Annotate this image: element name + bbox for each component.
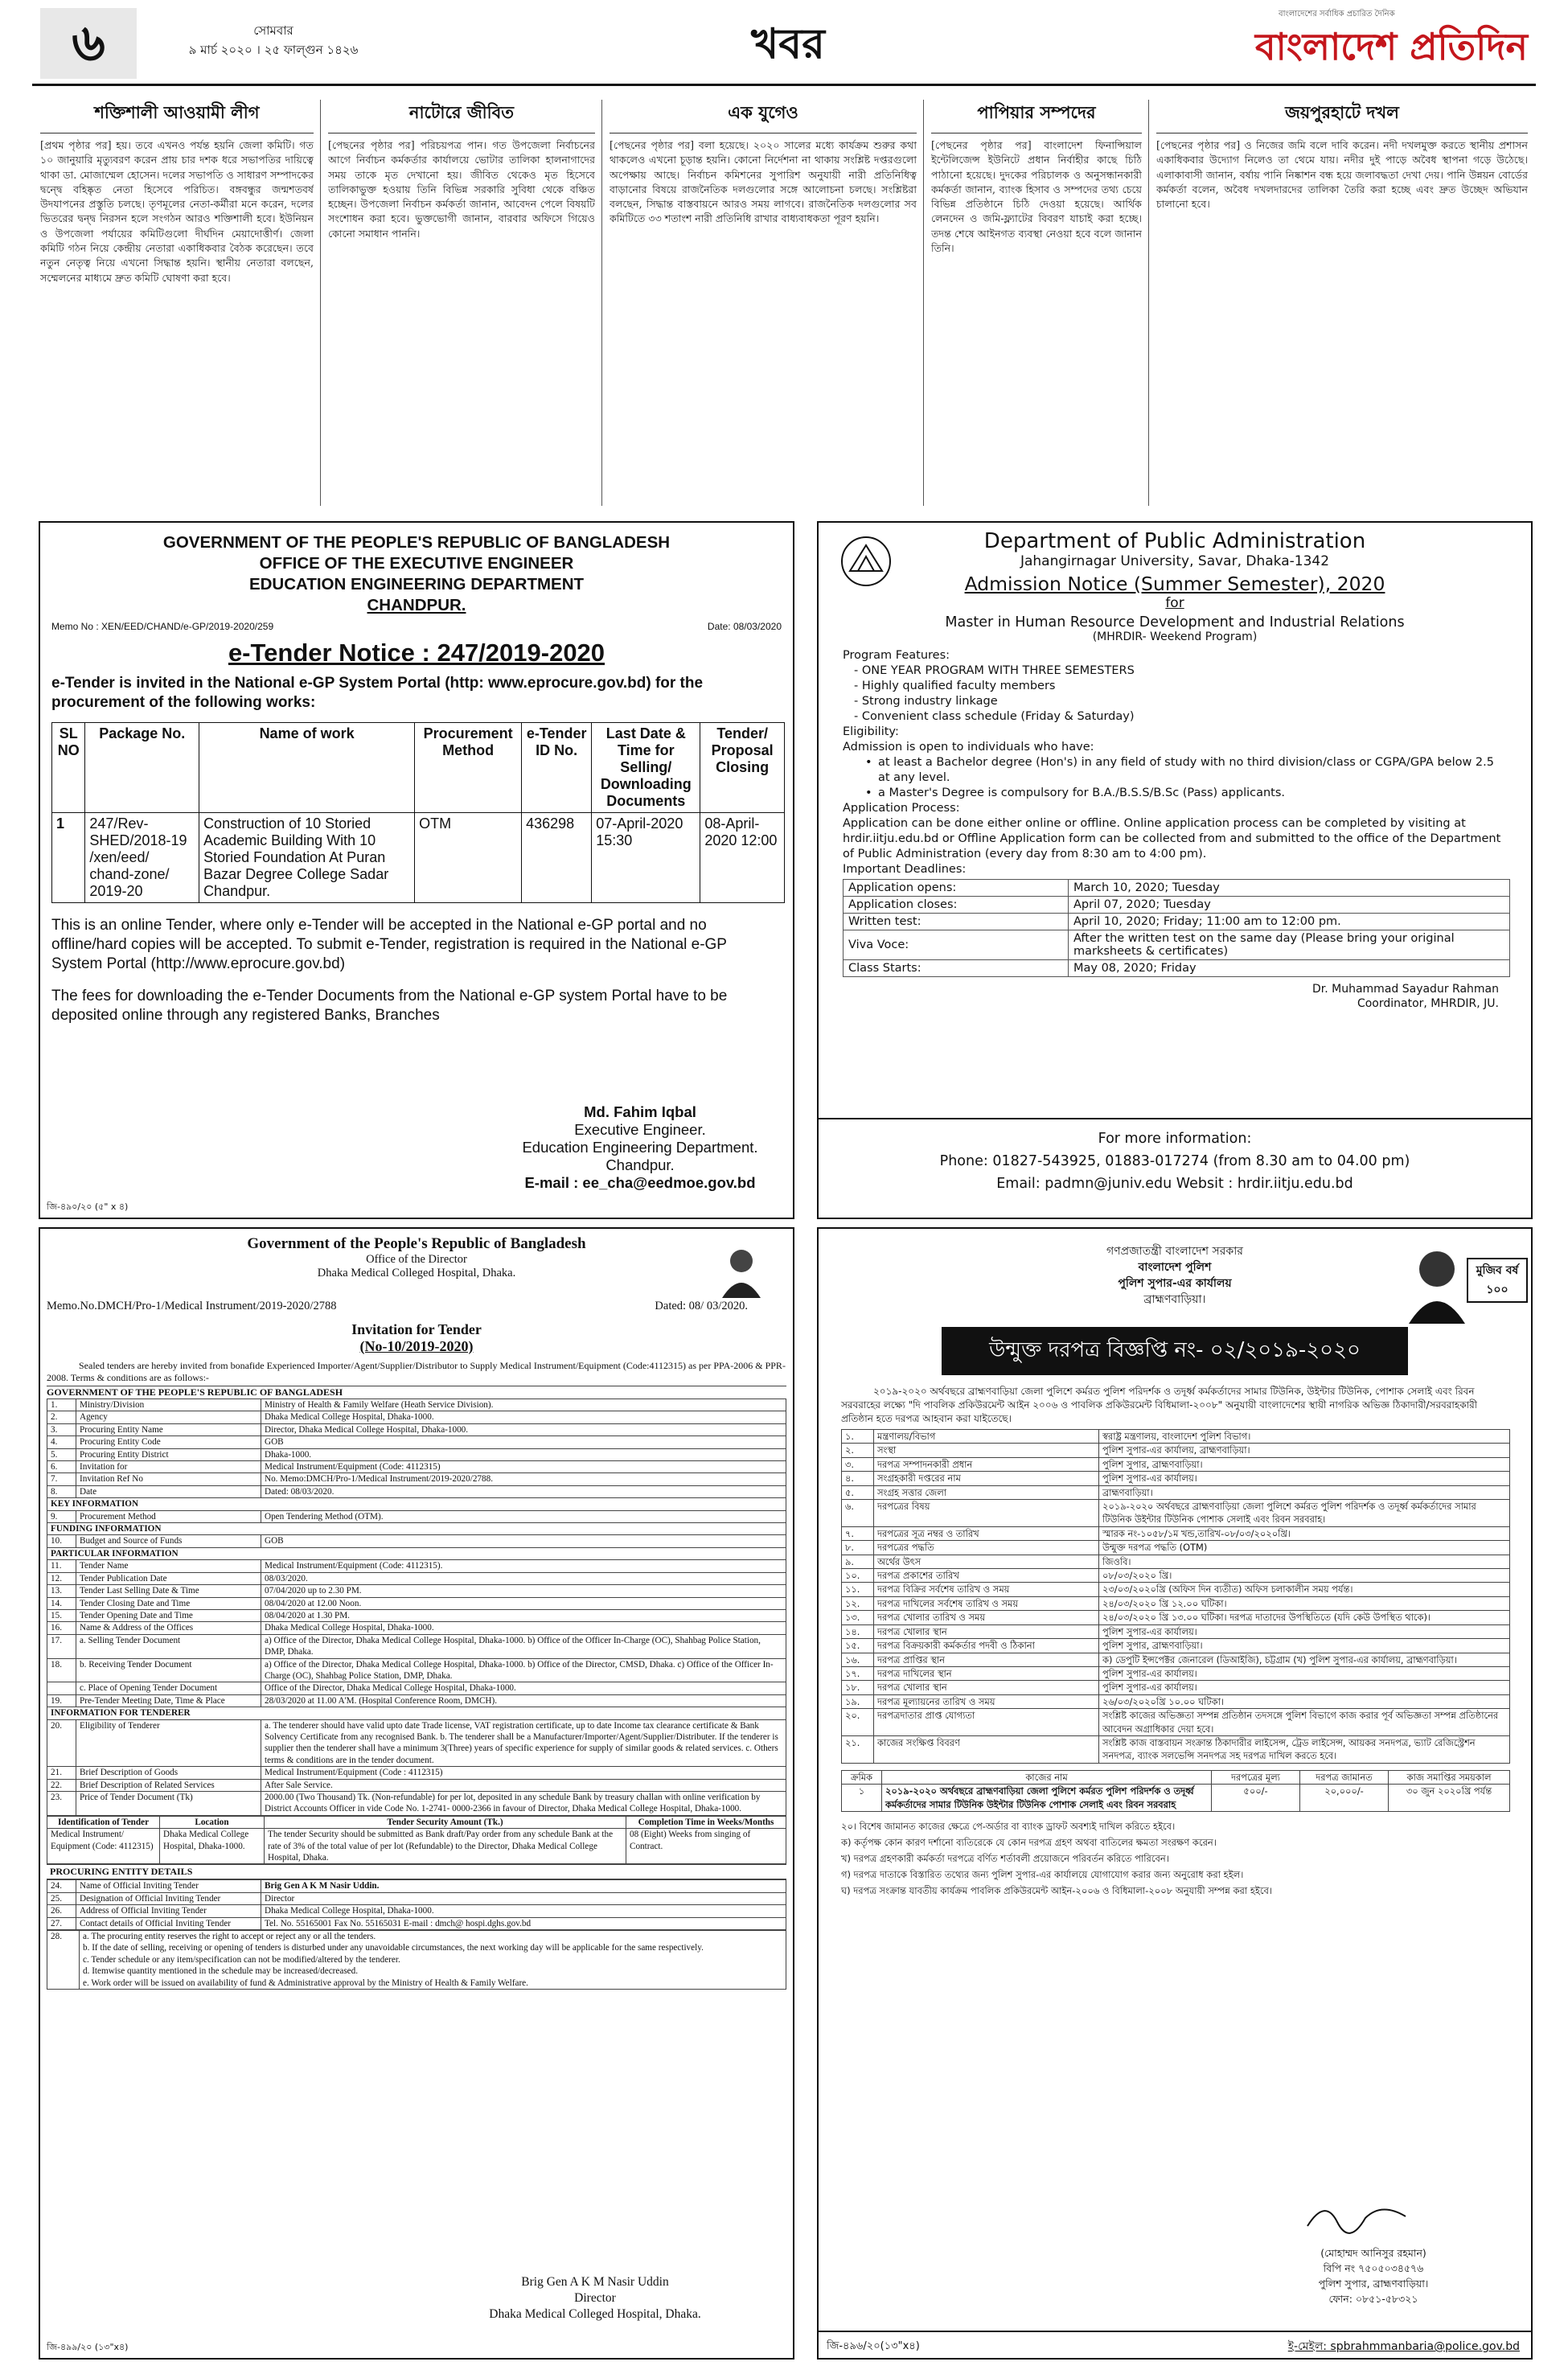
list-item: e. Work order will be issued on availability of fund & Administrative approval by the Ministry of Health & Family Welfare. (83, 1978, 528, 1988)
col-id: e-Tender ID No. (522, 723, 592, 813)
table-row: ২. সংস্থা পুলিশ সুপার-এর কার্যালয়, ব্রাহ্মণবাড়িয়া। (842, 1444, 1510, 1457)
table-row: ১ ২০১৯-২০২০ অর্থবছরে ব্রাহ্মণবাড়িয়া জেলা পুলিশে কর্মরত পুলিশ পরিদর্শক ও তদূর্ধ্ব কর্মকর্তাদের সামার টিউনিক উইন্টার টিউনিক পোশাক সেলাই এবং রিবন সরবরাহ ৫০০/- ২০,০০০/- ৩০ জুন ২০২০খ্রি পর্যন্ত (842, 1785, 1510, 1812)
table-row: ৪. সংগ্রহকারী দপ্তরের নাম পুলিশ সুপার-এর কার্যালয়। (842, 1472, 1510, 1485)
list-item: ২০। বিশেষ জামানত কাজের ক্ষেত্রে পে-অর্ডার বা ব্যাংক ড্রাফট অবশ্যই দাখিল করিতে হইবে। (841, 1820, 1176, 1832)
table-row: ১৬. দরপত্র প্রাপ্তির স্থান ক) ডেপুটি ইন্সপেক্টর জেনারেল (ডিআইজি), চট্টগ্রাম (খ) পুলিশ সুপার-এর কার্যালয়, ব্রাহ্মণবাড়িয়া। (842, 1653, 1510, 1666)
elig-title: Eligibility: (843, 725, 899, 738)
date: ৯ মার্চ ২০২০ । ২৫ ফাল্গুন ১৪২৬ (188, 43, 359, 57)
office-title: পুলিশ সুপার-এর কার্যালয় (1118, 1277, 1232, 1290)
table-row: ১২. দরপত্র দাখিলের সর্বশেষ তারিখ ও সময় ২৪/০৩/২০২০ খ্রি ১২.০০ ঘটিকা। (842, 1596, 1510, 1610)
memo-date: Date: 08/03/2020 (707, 621, 782, 632)
divider (320, 100, 321, 506)
table-row: 1 247/Rev-SHED/2018-19 /xen/eed/ chand-zone/ 2019-20 Construction of 10 Storied Academic Building With 10 Storied Foundation At Puran Bazar Degree College Sadar Chandpur. OTM 436298 07-April-2020 15:30 08-April-2020 12:00 (52, 813, 785, 903)
memo-no: Memo.No.DMCH/Pro-1/Medical Instrument/2019-2020/2788 (47, 1300, 337, 1312)
article-2 (328, 100, 595, 510)
list-item: - Highly qualified faculty members (854, 680, 1056, 692)
table-row: Medical Instrument/ Equipment (Code: 4112315) Dhaka Medical College Hospital, Dhaka-1000. The tender Security should be submitted as Bank draft/Pay order from any schedule Bank at the rate of 3% of the total value of per lot (Refundable) to the Director, Dhaka Medical College Hospital, Dhaka. 08 (Eight) Weeks from singing of Contract. (47, 1829, 786, 1864)
article-body: [পেছনের পৃষ্ঠার পর] পরিচয়পত্র পান। গত উপজেলা নির্বাচনের আগে নির্বাচন কর্মকর্তার কার্যালয়ে ভোটার তালিকা হালনাগাদের সময় তাকে মৃত দেখানো হয়। জীবিত থেকেও মৃত হিসেবে তালিকাভুক্ত হওয়ায় তিনি বিভিন্ন সরকারি সুবিধা থেকে বঞ্চিত হচ্ছেন। উপজেলা নির্বাচন কর্মকর্তা জানান, আবেদন পেলে বিষয়টি সংশোধন করা হবে। ভুক্তভোগী জানান, বারবার অফিসে গিয়েও কোনো সমাধান পাননি। (328, 139, 595, 240)
table-row: 17. a. Selling Tender Document a) Office of the Director, Dhaka Medical College Hospital, Dhaka-1000. b) Office of the Officer In-Charge (OC), Shahbag Police Station, DMP, Dhaka. (47, 1634, 786, 1658)
contact-email: ই-মেইল: spbrahmmanbaria@police.gov.bd (1287, 2340, 1520, 2353)
newspaper-logo (1206, 8, 1528, 72)
univ-name: Jahangirnagar University, Savar, Dhaka-1342 (1020, 553, 1330, 569)
table-row: ১৮. দরপত্র খোলার স্থান পুলিশ সুপার-এর কার্যালয়। (842, 1681, 1510, 1694)
admission-notice (817, 521, 1533, 1219)
article-3 (610, 100, 917, 510)
article-5 (1156, 100, 1528, 510)
col-last-date: Last Date & Time for Selling/ Downloading Documents (592, 723, 700, 813)
date-block (153, 21, 394, 60)
table-row: 10. Budget and Source of Funds GOB (47, 1535, 786, 1547)
notes-list (819, 1812, 1531, 1899)
sig-title: Executive Engineer. (574, 1121, 706, 1138)
info-title: For more information: (1098, 1131, 1252, 1147)
table-row: Written test: April 10, 2020; Friday; 11:00 am to 12:00 pm. (844, 914, 1510, 930)
info-phone: Phone: 01827-543925, 01883-017274 (from 8.30 am to 04.00 pm) (939, 1153, 1410, 1169)
list-item: b. If the date of selling, receiving or opening of tenders is disturbed under any unavoidable circumstances, the next working day will be applicable for the same respectively. (83, 1943, 704, 1953)
list-item: গ) দরপত্র দাতাকে বিস্তারিত তথ্যের জন্য পুলিশ সুপার-এর কার্যালয়ে যোগাযোগ করার জন্য অনুরোধ করা হইল। (841, 1868, 1244, 1880)
table-row: 26. Address of Official Inviting Tender Dhaka Medical College Hospital, Dhaka-1000. (47, 1905, 786, 1917)
table-row: 28. a. The procuring entity reserves the right to accept or reject any or all the tenders. b. If the date of selling, receiving or opening of tenders is disturbed under any unavoidable circumstances, the next working day will be applicable for the same respectively. c. Tender schedule or any item/specification can not be modified/altered by the tenderer. d. Itemwise quantity mentioned in the schedule may be increased/decreased. e. Work order will be issued on availability of fund & Administrative approval by the Ministry of Health & Family Welfare. (47, 1931, 786, 1990)
notice-intro: e-Tender is invited in the National e-GP System Portal (http: www.eprocure.gov.bd) for the procurement of the following works: (51, 675, 704, 711)
security-table (47, 1816, 786, 1865)
features-list (843, 663, 1507, 725)
article-body: [পেছনের পৃষ্ঠার পর] ও নিজের জমি বলে দাবি করেন। নদী দখলমুক্ত করতে স্থানীয় প্রশাসন একাধিকবার উদ্যোগ নিলেও তা থেমে যায়। নদীর দুই পাড়ে অবৈধ স্থাপনা গড়ে উঠেছে। এলাকাবাসী জানান, বর্ষায় পানি নিষ্কাশন বন্ধ হয়ে জলাবদ্ধতা দেখা দেয়। পানি উন্নয়ন বোর্ডের কর্মকর্তা বলেন, অবৈধ দখলদারদের তালিকা তৈরি করা হচ্ছে এবং দ্রুত উচ্ছেদ অভিযান চালানো হবে। (1156, 139, 1528, 211)
table-row: 24. Name of Official Inviting Tender Brig Gen A K M Nasir Uddin. (47, 1880, 786, 1892)
col-package: Package No. (85, 723, 199, 813)
table-row: 25. Designation of Official Inviting Tender Director (47, 1892, 786, 1904)
table-row: PARTICULAR INFORMATION (47, 1547, 786, 1559)
table-row: ১৩. দরপত্র খোলার তারিখ ও সময় ২৪/০৩/২০২০ খ্রি ১৩.০০ ঘটিকা। দরপত্র দাতাদের উপস্থিতিতে (যদি কেউ উপস্থিত থাকে)। (842, 1611, 1510, 1624)
hospital-title: Dhaka Medical Colleged Hospital, Dhaka. (317, 1267, 516, 1279)
table-row: 9. Procurement Method Open Tendering Method (OTM). (47, 1510, 786, 1522)
article-title: জয়পুরহাটে দখল (1156, 100, 1528, 133)
table-row: ১১. দরপত্র বিক্রির সর্বশেষ তারিখ ও সময় ২৩/০৩/২০২০খ্রি (অফিস দিন ব্যতীত) অফিস চলাকালীন সময় পর্যন্ত। (842, 1583, 1510, 1596)
proc-text: Application can be done either online or offline. Online application process can be completed by visiting at hrdir.iitju.edu.bd or Offline Application form can be collected from and submitted to the office of the Department of Public Administration (every day from 8:30 am to 4:00 pm). (843, 817, 1501, 860)
table-row: 15. Tender Opening Date and Time 08/04/2020 at 1.30 PM. (47, 1609, 786, 1621)
list-item: খ) দরপত্র গ্রহণকারী কর্মকর্তা দরপত্রে বর্ণিত শর্তাবলী প্রয়োজনে পরিবর্তন করিতে পারিবেন। (841, 1852, 1169, 1864)
table-row: c. Place of Opening Tender Document Office of the Director, Dhaka Medical College Hospital, Dhaka-1000. (47, 1682, 786, 1694)
dept-name: Department of Public Administration (983, 529, 1366, 553)
deadlines-title: Important Deadlines: (843, 863, 967, 876)
program-name: Master in Human Resource Development and Industrial Relations (945, 614, 1405, 630)
table-row: ১৫. দরপত্র বিক্রয়কারী কর্মকর্তার পদবী ও ঠিকানা পুলিশ সুপার, ব্রাহ্মণবাড়িয়া। (842, 1639, 1510, 1653)
table-row: ৫. সংগ্রহ সত্তার জেলা ব্রাহ্মণবাড়িয়া। (842, 1485, 1510, 1499)
features-title: Program Features: (843, 649, 950, 662)
table-row: 3. Procuring Entity Name Director, Dhaka Medical College Hospital, Dhaka-1000. (47, 1423, 786, 1435)
deadlines-table (843, 879, 1510, 977)
table-row: Viva Voce: After the written test on the same day (Please bring your original marksheets & certificates) (844, 930, 1510, 960)
notice-intro: ২০১৯-২০২০ অর্থবছরে ব্রাহ্মণবাড়িয়া জেলা পুলিশে কর্মরত পুলিশ পরিদর্শক ও তদূর্ধ্ব কর্মকর্তাদের সামার টিউনিক, উইন্টার টিউনিক, পোশাক সেলাই এবং রিবন সরবরাহের লক্ষ্যে "দি পাবলিক প্রকিউরমেন্ট আইন ২০০৬ ও পাবলিক প্রকিউরমেন্ট বিধিমালা-২০০৮" অনুযায়ী বাংলাদেশের স্থায়ী নাগরিক অভিজ্ঞ ঠিকাদারী/সরবরাহকারী প্রতিষ্ঠান হতে দরপত্র আহবান করা যাইতেছে। (841, 1386, 1478, 1424)
police-details-table (841, 1429, 1510, 1764)
sig-name: Md. Fahim Iqbal (584, 1103, 696, 1120)
sig-city: Chandpur. (605, 1156, 675, 1173)
divider (601, 100, 602, 506)
ad-code: জি-৪৯০/২০ (৫" x ৪) (47, 1201, 129, 1212)
note-online: This is an online Tender, where only e-Tender will be accepted in the National e-GP portal and no offline/hard copies will be accepted. To submit e-Tender, registration is required in the National e-GP System Portal (http://www.eprocure.gov.bd) (51, 917, 727, 972)
gov-title: Government of the People's Republic of Bangladesh (247, 1235, 586, 1252)
table-row: 2. Agency Dhaka Medical College Hospital, Dhaka-1000. (47, 1411, 786, 1423)
ad-code: জি-৪৯৬/২০(১৩"x৪) (827, 2340, 920, 2352)
table-row: 5. Procuring Entity District Dhaka-1000. (47, 1448, 786, 1460)
invite-intro: Sealed tenders are hereby invited from bonafide Experienced Importer/Agent/Supplier/Distributor to Supply Medical Instrument/Equipment (Code:4112315) as per PPA-2006 & PPR-2008. Terms & conditions are as follows:- (47, 1360, 786, 1383)
article-title: শক্তিশালী আওয়ামী লীগ (40, 100, 314, 133)
col-sl: SL NO (52, 723, 85, 813)
sig-dept: Education Engineering Department. (522, 1139, 758, 1156)
table-row: KEY INFORMATION (47, 1498, 786, 1510)
procuring-entity-table (47, 1879, 786, 1930)
program-sub: (MHRDIR- Weekend Program) (1092, 630, 1258, 643)
list-item: • a Master's Degree is compulsory for B.A./B.S.S/B.Sc (Pass) applicants. (865, 787, 1286, 799)
logo-text: বাংলাদেশ প্রতিদিন (1254, 25, 1528, 68)
table-row: 11. Tender Name Medical Instrument/Equipment (Code: 4112315). (47, 1560, 786, 1572)
list-item: ক) কর্তৃপক্ষ কোন কারণ দর্শানো ব্যতিরেকে যে কোন দরপত্র গ্রহণ অথবা বাতিলের ক্ষমতা সংরক্ষণ করেন। (841, 1836, 1217, 1848)
gov-title: গণপ্রজাতন্ত্রী বাংলাদেশ সরকার (1106, 1245, 1243, 1258)
table-row: 22. Brief Description of Related Services After Sale Service. (47, 1779, 786, 1791)
table-row: 20. Eligibility of Tenderer a. The tenderer should have valid upto date Trade license, VAT registration certificate, up to date Income tax clearance certificate & Bank Solvency Certificate from any recognised Bank. b. The tenderer shall be a Manufacturer/Importer/Agent/Supplier/Distributer. If the tenderer is supplier then the tenderer shall have a minimum 3(Three) years of specific experience for supply of similar goods & related services. c. Others terms & conditions are in the tender document. (47, 1719, 786, 1767)
table-row: ৭. দরপত্রের সূত্র নম্বর ও তারিখ স্মারক নং-১০৫৮/১ম খন্ড,তারিখ-০৮/০৩/২০২০খ্রি। (842, 1526, 1510, 1540)
table-row: 1. Ministry/Division Ministry of Health & Family Welfare (Heath Service Division). (47, 1399, 786, 1411)
table-row: ৯. অর্থের উৎস জিওবি। (842, 1555, 1510, 1568)
day: সোমবার (253, 23, 293, 38)
sig-name: Dr. Muhammad Sayadur Rahman (1311, 983, 1499, 996)
invite-no: (No-10/2019-2020) (359, 1338, 474, 1354)
col-closing: Tender/ Proposal Closing (700, 723, 785, 813)
dept-title: EDUCATION ENGINEERING DEPARTMENT (248, 575, 585, 594)
table-row: 12. Tender Publication Date 08/03/2020. (47, 1572, 786, 1584)
table-row: ১০. দরপত্র প্রকাশের তারিখ ০৮/০৩/২০২০ খ্রি। (842, 1569, 1510, 1583)
memo-date: Dated: 08/ 03/2020. (655, 1300, 748, 1312)
sig-title: পুলিশ সুপার, ব্রাহ্মণবাড়িয়া। (1318, 2277, 1429, 2290)
article-title: এক যুগেও (610, 100, 917, 133)
info-email: Email: padmn@juniv.edu Websit : hrdir.iitju.edu.bd (996, 1176, 1353, 1192)
schedule-table (841, 1770, 1510, 1812)
col-method: Procurement Method (415, 723, 522, 813)
table-row: FUNDING INFORMATION (47, 1523, 786, 1535)
list-item: ঘ) দরপত্র সংক্রান্ত যাবতীয় কার্যক্রম পাবলিক প্রকিউরমেন্ট আইন-২০০৬ ও বিধিমালা-২০০৮ অনুযায়ী সম্পন্ন করা হইবে। (841, 1884, 1272, 1896)
university-logo-icon (838, 531, 894, 595)
table-row: Application closes: April 07, 2020; Tuesday (844, 897, 1510, 914)
table-header: Identification of Tender Location Tender Security Amount (Tk.) Completion Time in Weeks/Months (47, 1816, 786, 1828)
table-row: ২০. দরপত্রদাতার প্রাপ্ত যোগ্যতা সংশ্লিষ্ট কাজের অভিজ্ঞতা সম্পন্ন প্রতিষ্ঠান তদসঙ্গে পুলিশ বিভাগে কাজ করার পূর্ব অভিজ্ঞতা সম্পন্ন প্রতিষ্ঠানের আবেদন অগ্রাধিকার দেয়া হবে। (842, 1709, 1510, 1736)
article-body: [পেছনের পৃষ্ঠার পর] বাংলাদেশ ফিনান্সিয়াল ইন্টেলিজেন্স ইউনিটে প্রধান নির্বাহীর কাছে চিঠি পাঠানো হয়েছে। দুদকের পরিচালক ও অনুসন্ধানকারী কর্মকর্তা জানান, ব্যাংক হিসাব ও সম্পদের তথ্য চেয়ে বিভিন্ন প্রতিষ্ঠানে চিঠি দেওয়া হয়েছে। আর্থিক লেনদেন ও জমি-ফ্ল্যাটের বিবরণ যাচাই করা হচ্ছে। তদন্ত শেষে আইনগত ব্যবস্থা নেওয়া হবে বলে জানান তিনি। (931, 139, 1142, 255)
gov-row: GOVERNMENT OF THE PEOPLE'S REPUBLIC OF BANGLADESH (47, 1386, 786, 1399)
article-title: পাপিয়ার সম্পদের (931, 100, 1142, 133)
article-1 (40, 100, 314, 510)
city-title: ব্রাহ্মণবাড়িয়া। (1143, 1293, 1206, 1306)
table-row: 23. Price of Tender Document (Tk) 2000.00 (Two Thousand) Tk. (Non-refundable) for per lot, deposited in any schedule Bank by treasury challan with online verification by District Accounts Officer in vide Code No. 1-2741- 0000-2366 in favour of Director, Dhaka Medical College Hospital, Dhaka-1000. (47, 1792, 786, 1816)
article-body: [পেছনের পৃষ্ঠার পর] বলা হয়েছে। ২০২০ সালের মধ্যে কার্যক্রম শুরুর কথা থাকলেও এখনো চূড়ান্ত হয়নি। কোনো নির্দেশনা না থাকায় সংশ্লিষ্ট দপ্তরগুলো অপেক্ষায় আছে। নির্বাচন কমিশনের সুপারিশ অনুযায়ী নারী প্রতিনিধিত্ব বাড়ানোর বিষয়ে রাজনৈতিক দলগুলোর সঙ্গে আলোচনা চলছে। সংশ্লিষ্টরা বলছেন, সিদ্ধান্ত বাস্তবায়নে আরও সময় লাগবে। রাজনৈতিক দলগুলোর সব কমিটিতে ৩৩ শতাংশ নারী প্রতিনিধি রাখার বাধ্যবাধকতা পূরণ হয়নি। (610, 139, 917, 225)
table-row: 8. Date Dated: 08/03/2020. (47, 1485, 786, 1497)
for-label: for (1165, 595, 1184, 611)
table-row: ৬. দরপত্রের বিষয় ২০১৯-২০২০ অর্থবছরে ব্রাহ্মণবাড়িয়া জেলা পুলিশে কর্মরত পুলিশ পরিদর্শক ও তদূর্ধ্ব কর্মকর্তাদের সামার টিউনিক উইন্টার টিউনিক পোশাক সেলাই এবং রিবন সরবরাহ। (842, 1500, 1510, 1527)
table-row: 19. Pre-Tender Meeting Date, Time & Place 28/03/2020 at 11.00 A'M. (Hospital Conference Room, DMCH). (47, 1694, 786, 1707)
table-row: 7. Invitation Ref No No. Memo:DMCH/Pro-1/Medical Instrument/2019-2020/2788. (47, 1473, 786, 1485)
table-row: ১. মন্ত্রণালয়/বিভাগ স্বরাষ্ট্র মন্ত্রণালয়, বাংলাদেশ পুলিশ বিভাগ। (842, 1430, 1510, 1444)
table-row: Class Starts: May 08, 2020; Friday (844, 960, 1510, 977)
table-header (52, 723, 785, 813)
etender-notice (39, 521, 794, 1219)
list-item: - Strong industry linkage (854, 695, 998, 708)
terms-table (47, 1930, 786, 1990)
list-item: • at least a Bachelor degree (Hon's) in any field of study with no third division/class or CGPA/GPA below 2.5 at any level. (865, 756, 1494, 784)
table-row: ১৯. দরপত্র মূল্যায়নের তারিখ ও সময় ২৬/০৩/২০২০খ্রি ১০.০০ ঘটিকা। (842, 1694, 1510, 1708)
table-row: 4. Procuring Entity Code GOB (47, 1436, 786, 1448)
tender-details-table (47, 1399, 786, 1816)
sig-title: Director (574, 2291, 616, 2305)
col-work: Name of work (199, 723, 415, 813)
invite-title: Invitation for Tender (351, 1321, 482, 1337)
table-row: 6. Invitation for Medical Instrument/Equipment (Code: 4112315) (47, 1461, 786, 1473)
police-title: বাংলাদেশ পুলিশ (1138, 1261, 1212, 1274)
mujib-badge: মুজিব বর্ষ ১০০ (1467, 1258, 1528, 1303)
office-title: OFFICE OF THE EXECUTIVE ENGINEER (259, 554, 574, 573)
list-item: c. Tender schedule or any item/specification can not be modified/altered by the tenderer. (83, 1954, 400, 1965)
city-title: CHANDPUR. (367, 596, 466, 614)
note-fees: The fees for downloading the e-Tender Documents from the National e-GP system Portal have to be deposited online through any registered Banks, Branches (51, 988, 728, 1024)
page-number: ৬ (40, 8, 137, 79)
sig-bp: বিপি নং ৭৫০৫০৩৪৫৭৬ (1323, 2262, 1424, 2274)
signature-icon (1301, 2194, 1414, 2242)
list-item: a. The procuring entity reserves the right to accept or reject any or all the tenders. (83, 1932, 376, 1942)
pe-title: PROCURING ENTITY DETAILS (47, 1864, 786, 1879)
portrait-icon (717, 1243, 766, 1300)
article-title: নাটোরে জীবিত (328, 100, 595, 133)
table-row: ৩. দরপত্র সম্পাদনকারী প্রধান পুলিশ সুপার, ব্রাহ্মণবাড়িয়া। (842, 1457, 1510, 1471)
table-row: Application opens: March 10, 2020; Tuesday (844, 880, 1510, 897)
table-row: 14. Tender Closing Date and Time 08/04/2020 at 12.00 Noon. (47, 1597, 786, 1609)
sig-email: E-mail : ee_cha@eedmoe.gov.bd (524, 1174, 756, 1191)
works-table (51, 722, 785, 903)
dmch-tender (39, 1227, 794, 2360)
header-rule (32, 84, 1536, 86)
article-body: [প্রথম পৃষ্ঠার পর] হয়। তবে এখনও পর্যন্ত হয়নি জেলা কমিটি। গত ১০ জানুয়ারি মৃত্যুবরণ করেন প্রায় চার দশক ধরে সভাপতির দায়িত্বে থাকা ডা. মোজাম্মেল হোসেন। দলের সভাপতি ও সাধারণ সম্পাদকের দ্বন্দ্বে বহিষ্কৃত নেতা হিসেবে পরিচিত। বঙ্গবন্ধুর জন্মশতবর্ষ উদযাপনের প্রস্তুতি চলছে। তৃণমূলের নেতা-কর্মীরা মনে করেন, দলের ভিতরের দ্বন্দ্ব নিরসন হলে সংগঠন আরও শক্তিশালী হবে। ইউনিয়ন ও উপজেলা পর্যায়ের কমিটিগুলো দীর্ঘদিন মেয়াদোত্তীর্ণ। জেলা কমিটি গঠন নিয়ে কেন্দ্রীয় নেতারা একাধিকবার বৈঠক করেছেন। তবে নতুন নেতৃত্ব নিয়ে এখনো সিদ্ধান্ত হয়নি। স্থানীয় নেতারা বলছেন, সম্মেলনের মাধ্যমে দ্রুত কমিটি ঘোষণা করা হবে। (40, 139, 314, 284)
list-item: d. Itemwise quantity mentioned in the schedule may be increased/decreased. (83, 1966, 359, 1977)
proc-title: Application Process: (843, 802, 960, 815)
ad-code: জি-৪৯৯/২০ (১৩"x৪) (47, 2342, 129, 2352)
divider (923, 100, 924, 506)
notice-banner: উন্মুক্ত দরপত্র বিজ্ঞপ্তি নং- ০২/২০১৯-২০২০ (942, 1327, 1408, 1375)
office-title: Office of the Director (366, 1253, 467, 1266)
sig-name: Brig Gen A K M Nasir Uddin (521, 2275, 669, 2289)
divider (1148, 100, 1149, 506)
table-row: ১৪. দরপত্র খোলার স্থান পুলিশ সুপার-এর কার্যালয়। (842, 1624, 1510, 1638)
elig-intro: Admission is open to individuals who have: (843, 741, 1094, 754)
sig-phone: ফোন: ০৮৫১-৫৮৩২১ (1328, 2293, 1418, 2305)
memo-no: Memo No : XEN/EED/CHAND/e-GP/2019-2020/259 (51, 621, 274, 632)
list-item: - ONE YEAR PROGRAM WITH THREE SEMESTERS (854, 664, 1135, 677)
sig-title: Coordinator, MHRDIR, JU. (1357, 997, 1499, 1010)
logo-tagline: বাংলাদেশের সর্বাধিক প্রচারিত দৈনিক (1279, 10, 1395, 18)
sig-name: (মোহাম্মদ আনিসুর রহমান) (1320, 2247, 1426, 2259)
table-row: 16. Name & Address of the Offices Dhaka Medical College Hospital, Dhaka-1000. (47, 1622, 786, 1634)
gov-title: GOVERNMENT OF THE PEOPLE'S REPUBLIC OF BANGLADESH (162, 533, 671, 552)
table-row: 27. Contact details of Official Inviting Tender Tel. No. 55165001 Fax No. 55165031 E-mail : dmch@ hospi.dghs.gov.bd (47, 1917, 786, 1929)
police-tender (817, 1227, 1533, 2360)
table-row: ২১. কাজের সংক্ষিপ্ত বিবরণ সংশ্লিষ্ট কাজ বাস্তবায়ন সংক্রান্ত ঠিকাদারীর লাইসেন্স, ট্রেড লাইসেন্স, আয়কর সনদপত্র, ভ্যাট রেজিস্ট্রেশন সনদপত্র, ব্যাংক সলভেন্সি সনদপত্র সহ দরপত্র দাখিল করতে হবে। (842, 1735, 1510, 1763)
table-row: 18. b. Receiving Tender Document a) Office of the Director, Dhaka Medical College Hospital, Dhaka-1000. b) Office of the Director, CMSD, Dhaka. c) Office of the Officer In-Charge (OC), Shahbag Police Station, DMP, Dhaka. (47, 1658, 786, 1682)
sig-org: Dhaka Medical Colleged Hospital, Dhaka. (489, 2307, 701, 2321)
table-row: INFORMATION FOR TENDERER (47, 1707, 786, 1719)
notice-title: e-Tender Notice : 247/2019-2020 (228, 639, 605, 667)
list-item: - Convenient class schedule (Friday & Saturday) (854, 710, 1135, 723)
table-row: 21. Brief Description of Goods Medical Instrument/Equipment (Code : 4112315) (47, 1767, 786, 1779)
admission-title: Admission Notice (Summer Semester), 2020 (964, 573, 1385, 595)
article-4 (931, 100, 1142, 510)
section-title: খবর (751, 20, 825, 68)
table-row: 13. Tender Last Selling Date & Time 07/04/2020 up to 2.30 PM. (47, 1585, 786, 1597)
table-row: ৮. দরপত্রের পদ্ধতি উন্মুক্ত দরপত্র পদ্ধতি (OTM) (842, 1541, 1510, 1555)
table-row: ১৭. দরপত্র দাখিলের স্থান পুলিশ সুপার-এর কার্যালয়। (842, 1666, 1510, 1680)
table-header: ক্রমিক কাজের নাম দরপত্রের মূল্য দরপত্র জামানত কাজ সমাপ্তির সময়কাল (842, 1770, 1510, 1784)
